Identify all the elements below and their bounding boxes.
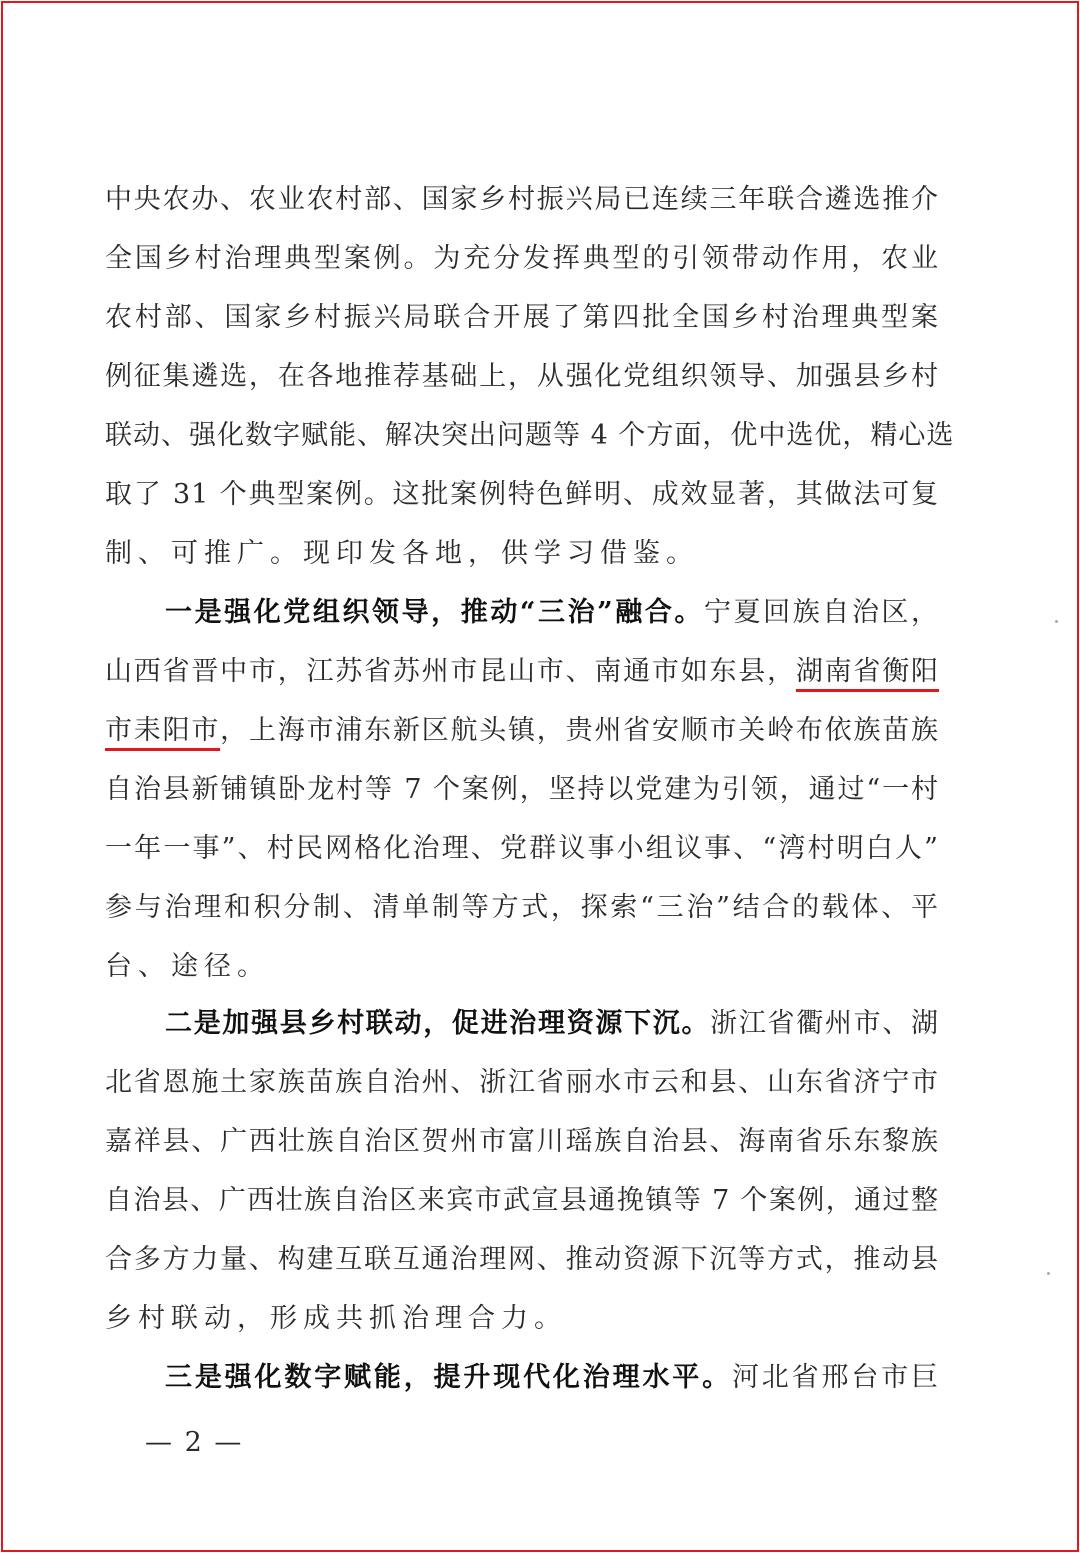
text-line: 嘉祥县、广西壮族自治区贺州市富川瑶族自治县、海南省乐东黎族	[105, 1126, 939, 1157]
text-line: 合多方力量、构建互联互通治理网、推动资源下沉等方式，推动县	[105, 1244, 939, 1275]
text-line	[105, 1348, 939, 1407]
text-line	[105, 642, 939, 701]
text-line: 乡村联动，形成共抓治理合力。	[105, 1303, 567, 1334]
underlined-text: 市耒阳市	[105, 715, 221, 746]
text-line: 例征集遴选，在各地推荐基础上，从强化党组织领导、加强县乡村	[105, 361, 939, 392]
text-run: 河北省邢台市巨	[731, 1362, 940, 1393]
text-line: 一年一事”、村民网格化治理、党群议事小组议事、“湾村明白人”	[105, 833, 939, 864]
text-line: 参与治理和积分制、清单制等方式，探索“三治”结合的载体、平	[105, 892, 939, 923]
paragraph-intro	[105, 170, 955, 583]
scan-speck	[1055, 620, 1058, 623]
text-run: 宁夏回族自治区，	[703, 597, 940, 628]
underlined-text: 湖南省衡阳	[795, 656, 940, 687]
text-line	[105, 994, 939, 1053]
text-line: 自治县、广西壮族自治区来宾市武宣县通挽镇等 7 个案例，通过整	[105, 1185, 939, 1216]
paragraph-digital-empowerment	[105, 1348, 939, 1407]
paragraph-heading: 二是加强县乡村联动，促进治理资源下沉。	[165, 1008, 711, 1039]
text-run: ，上海市浦东新区航头镇，贵州省安顺市关岭布依族苗族	[220, 715, 940, 746]
text-line: 联动、强化数字赋能、解决突出问题等 4 个方面，优中选优，精心选	[105, 420, 955, 451]
text-line	[105, 701, 939, 760]
text-line: 台、途径。	[105, 951, 270, 982]
text-run: 山西省晋中市，江苏省苏州市昆山市、南通市如东县，	[105, 656, 796, 687]
text-line: 农村部、国家乡村振兴局联合开展了第四批全国乡村治理典型案	[105, 302, 939, 333]
text-line: 中央农办、农业农村部、国家乡村振兴局已连续三年联合遴选推介	[105, 184, 939, 215]
text-line: 制、可推广。现印发各地，供学习借鉴。	[105, 538, 699, 569]
text-line: 取了 31 个典型案例。这批案例特色鲜明、成效显著，其做法可复	[105, 479, 939, 510]
text-line: 北省恩施土家族苗族自治州、浙江省丽水市云和县、山东省济宁市	[105, 1067, 939, 1098]
text-line	[105, 583, 939, 642]
text-line: 全国乡村治理典型案例。为充分发挥典型的引领带动作用，农业	[105, 243, 939, 274]
scan-speck	[1047, 1272, 1050, 1275]
page-number: — 2 —	[145, 1427, 244, 1458]
paragraph-heading: 一是强化党组织领导，推动“三治”融合。	[165, 597, 704, 628]
text-line: 自治县新铺镇卧龙村等 7 个案例，坚持以党建为引领，通过“一村	[105, 774, 939, 805]
text-run: 浙江省衢州市、湖	[710, 1008, 940, 1039]
paragraph-heading: 三是强化数字赋能，提升现代化治理水平。	[165, 1362, 732, 1393]
paragraph-party-leadership	[105, 583, 939, 996]
paragraph-county-linkage	[105, 994, 939, 1348]
